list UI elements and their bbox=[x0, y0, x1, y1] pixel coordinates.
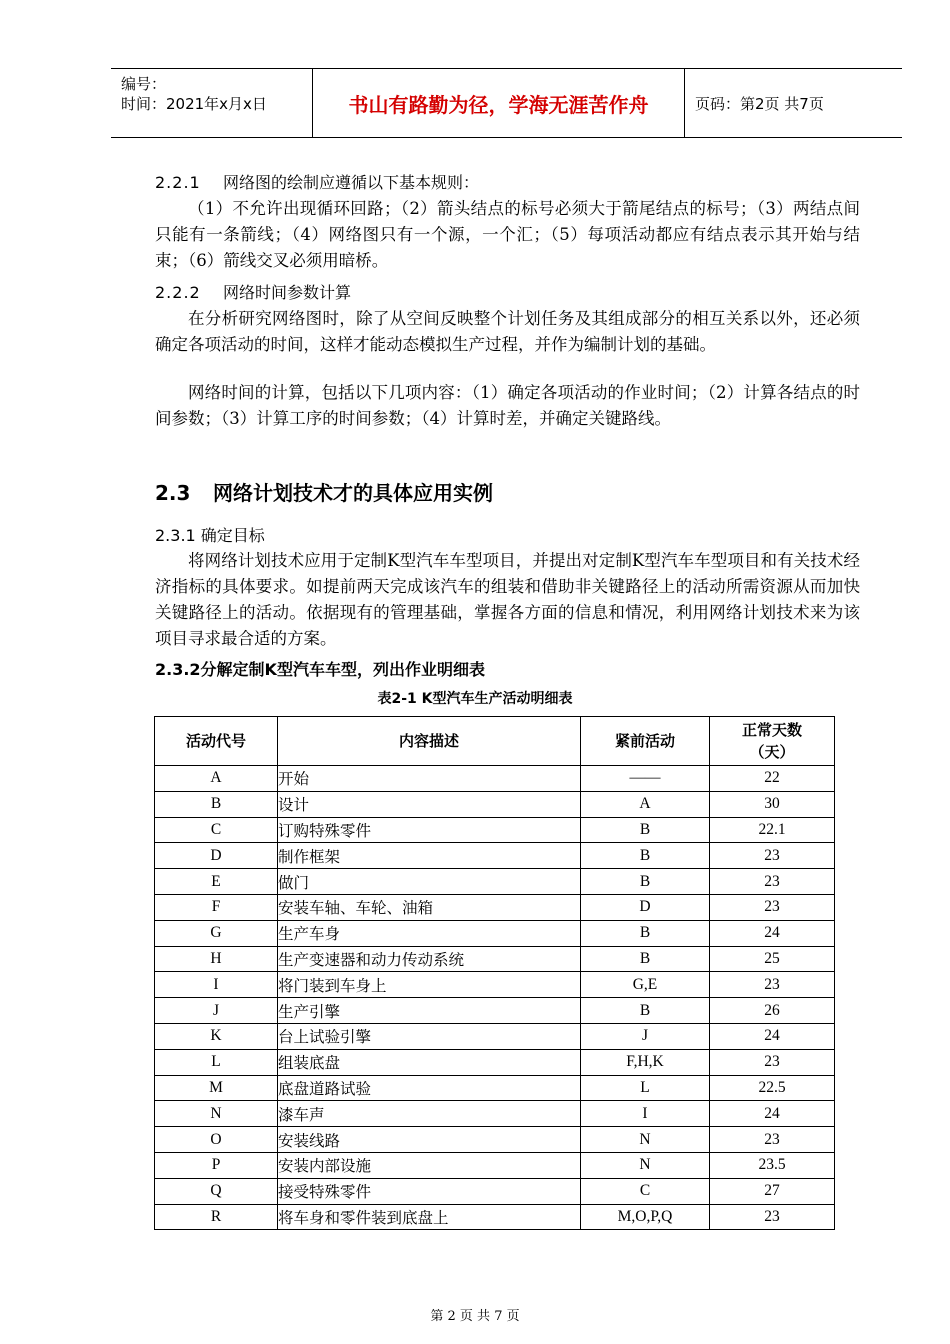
cell-activity-code: I bbox=[155, 972, 278, 998]
cell-activity-code: O bbox=[155, 1127, 278, 1153]
cell-activity-code: A bbox=[155, 766, 278, 792]
table-row bbox=[155, 1075, 835, 1101]
cell-predecessor: D bbox=[581, 894, 710, 920]
section-2-2-1-heading bbox=[155, 170, 479, 193]
cell-description: 做门 bbox=[278, 869, 581, 895]
section-number: 2.3 bbox=[155, 481, 191, 505]
cell-description: 开始 bbox=[278, 766, 581, 792]
cell-predecessor: B bbox=[581, 946, 710, 972]
cell-predecessor: L bbox=[581, 1075, 710, 1101]
cell-normal-days: 24 bbox=[710, 1023, 835, 1049]
cell-predecessor: C bbox=[581, 1178, 710, 1204]
cell-predecessor: G,E bbox=[581, 972, 710, 998]
cell-activity-code: K bbox=[155, 1023, 278, 1049]
cell-activity-code: D bbox=[155, 843, 278, 869]
cell-predecessor: B bbox=[581, 817, 710, 843]
section-2-3-heading bbox=[155, 477, 493, 506]
cell-activity-code: Q bbox=[155, 1178, 278, 1204]
cell-predecessor: A bbox=[581, 791, 710, 817]
cell-description: 将车身和零件装到底盘上 bbox=[278, 1204, 581, 1230]
cell-predecessor: N bbox=[581, 1127, 710, 1153]
header-description: 内容描述 bbox=[278, 717, 581, 766]
section-2-2-2-paragraph-2: 网络时间的计算，包括以下几项内容：（1）确定各项活动的作业时间；（2）计算各结点的时间参数；（3）计算工序的时间参数；（4）计算时差，并确定关键路线。 bbox=[155, 383, 860, 428]
cell-predecessor: I bbox=[581, 1101, 710, 1127]
header-meta bbox=[111, 69, 313, 137]
table-row bbox=[155, 946, 835, 972]
cell-normal-days: 22 bbox=[710, 766, 835, 792]
table-row bbox=[155, 1101, 835, 1127]
section-title: 网络时间参数计算 bbox=[223, 283, 352, 302]
table-row bbox=[155, 894, 835, 920]
table-row bbox=[155, 920, 835, 946]
cell-normal-days: 23 bbox=[710, 972, 835, 998]
cell-description: 生产引擎 bbox=[278, 998, 581, 1024]
header-normal-days bbox=[710, 717, 835, 766]
cell-predecessor: F,H,K bbox=[581, 1049, 710, 1075]
table-row bbox=[155, 1127, 835, 1153]
table-row bbox=[155, 766, 835, 792]
cell-description: 台上试验引擎 bbox=[278, 1023, 581, 1049]
cell-description: 漆车声 bbox=[278, 1101, 581, 1127]
cell-normal-days: 23 bbox=[710, 843, 835, 869]
page-header bbox=[111, 68, 902, 138]
header-normal-days-label: 正常天数 bbox=[741, 721, 802, 739]
cell-description: 安装车轴、车轮、油箱 bbox=[278, 894, 581, 920]
cell-predecessor: N bbox=[581, 1152, 710, 1178]
cell-normal-days: 23 bbox=[710, 894, 835, 920]
cell-predecessor: M,O,P,Q bbox=[581, 1204, 710, 1230]
cell-activity-code: H bbox=[155, 946, 278, 972]
table-row bbox=[155, 791, 835, 817]
cell-normal-days: 22.5 bbox=[710, 1075, 835, 1101]
cell-activity-code: M bbox=[155, 1075, 278, 1101]
table-row bbox=[155, 1049, 835, 1075]
section-2-2-1-body: （1）不允许出现循环回路；（2）箭头结点的标号必须大于箭尾结点的标号；（3）两结点间只能有一条箭线；（4）网络图只有一个源，一个汇；（5）每项活动都应有结点表示其开始与结束；（6）箭线交叉必须用暗桥。 bbox=[155, 199, 860, 270]
cell-predecessor: —— bbox=[581, 766, 710, 792]
cell-normal-days: 30 bbox=[710, 791, 835, 817]
cell-description: 接受特殊零件 bbox=[278, 1178, 581, 1204]
table-row bbox=[155, 869, 835, 895]
cell-normal-days: 23 bbox=[710, 1127, 835, 1153]
cell-description: 设计 bbox=[278, 791, 581, 817]
cell-predecessor: B bbox=[581, 843, 710, 869]
cell-activity-code: L bbox=[155, 1049, 278, 1075]
cell-description: 将门装到车身上 bbox=[278, 972, 581, 998]
table-caption: 表2-1 K型汽车生产活动明细表 bbox=[377, 691, 573, 707]
cell-activity-code: F bbox=[155, 894, 278, 920]
section-title: 网络图的绘制应遵循以下基本规则： bbox=[223, 173, 480, 192]
cell-predecessor: B bbox=[581, 998, 710, 1024]
table-row bbox=[155, 1023, 835, 1049]
activity-table bbox=[154, 716, 835, 1230]
cell-description: 生产车身 bbox=[278, 920, 581, 946]
cell-description: 安装内部设施 bbox=[278, 1152, 581, 1178]
cell-predecessor: J bbox=[581, 1023, 710, 1049]
table-row bbox=[155, 817, 835, 843]
table-row bbox=[155, 998, 835, 1024]
cell-normal-days: 23 bbox=[710, 1204, 835, 1230]
cell-normal-days: 24 bbox=[710, 920, 835, 946]
section-number: 2.2.2 bbox=[155, 283, 201, 302]
header-number: 编号： bbox=[121, 75, 167, 93]
cell-activity-code: B bbox=[155, 791, 278, 817]
table-row bbox=[155, 1152, 835, 1178]
cell-normal-days: 25 bbox=[710, 946, 835, 972]
table-row bbox=[155, 1178, 835, 1204]
table-header-row bbox=[155, 717, 835, 766]
table-row bbox=[155, 1204, 835, 1230]
cell-description: 底盘道路试验 bbox=[278, 1075, 581, 1101]
cell-description: 订购特殊零件 bbox=[278, 817, 581, 843]
cell-normal-days: 26 bbox=[710, 998, 835, 1024]
section-2-2-2-heading bbox=[155, 280, 351, 303]
cell-predecessor: B bbox=[581, 920, 710, 946]
section-title: 网络计划技术才的具体应用实例 bbox=[213, 481, 493, 505]
cell-normal-days: 22.1 bbox=[710, 817, 835, 843]
cell-activity-code: R bbox=[155, 1204, 278, 1230]
cell-description: 生产变速器和动力传动系统 bbox=[278, 946, 581, 972]
cell-description: 制作框架 bbox=[278, 843, 581, 869]
header-time: 时间：2021年x月x日 bbox=[121, 95, 267, 113]
header-normal-days-unit: （天） bbox=[749, 743, 795, 761]
cell-normal-days: 23 bbox=[710, 1049, 835, 1075]
header-activity-code: 活动代号 bbox=[155, 717, 278, 766]
cell-predecessor: B bbox=[581, 869, 710, 895]
header-page-number: 页码：第2页 共7页 bbox=[695, 94, 824, 113]
cell-normal-days: 27 bbox=[710, 1178, 835, 1204]
section-2-3-2-heading: 2.3.2分解定制K型汽车车型，列出作业明细表 bbox=[155, 660, 485, 679]
cell-activity-code: E bbox=[155, 869, 278, 895]
section-number: 2.2.1 bbox=[155, 173, 201, 192]
cell-activity-code: G bbox=[155, 920, 278, 946]
page-footer: 第 2 页 共 7 页 bbox=[430, 1309, 520, 1324]
table-row bbox=[155, 972, 835, 998]
cell-normal-days: 23.5 bbox=[710, 1152, 835, 1178]
cell-description: 安装线路 bbox=[278, 1127, 581, 1153]
header-motto: 书山有路勤为径，学海无涯苦作舟 bbox=[313, 69, 685, 137]
cell-activity-code: J bbox=[155, 998, 278, 1024]
cell-description: 组装底盘 bbox=[278, 1049, 581, 1075]
header-predecessor: 紧前活动 bbox=[581, 717, 710, 766]
section-2-2-2-paragraph-1: 在分析研究网络图时，除了从空间反映整个计划任务及其组成部分的相互关系以外，还必须确定各项活动的时间，这样才能动态模拟生产过程，并作为编制计划的基础。 bbox=[155, 309, 860, 354]
cell-activity-code: C bbox=[155, 817, 278, 843]
section-2-3-1-body: 将网络计划技术应用于定制K型汽车车型项目，并提出对定制K型汽车车型项目和有关技术经济指标的具体要求。如提前两天完成该汽车的组装和借助非关键路径上的活动所需资源从而加快关键路径上的活动。依据现有的管理基础，掌握各方面的信息和情况，利用网络计划技术来为该项目寻求最合适的方案。 bbox=[155, 551, 860, 648]
section-2-3-1-heading: 2.3.1 确定目标 bbox=[155, 526, 265, 545]
cell-normal-days: 23 bbox=[710, 869, 835, 895]
cell-activity-code: N bbox=[155, 1101, 278, 1127]
cell-activity-code: P bbox=[155, 1152, 278, 1178]
cell-normal-days: 24 bbox=[710, 1101, 835, 1127]
table-row bbox=[155, 843, 835, 869]
